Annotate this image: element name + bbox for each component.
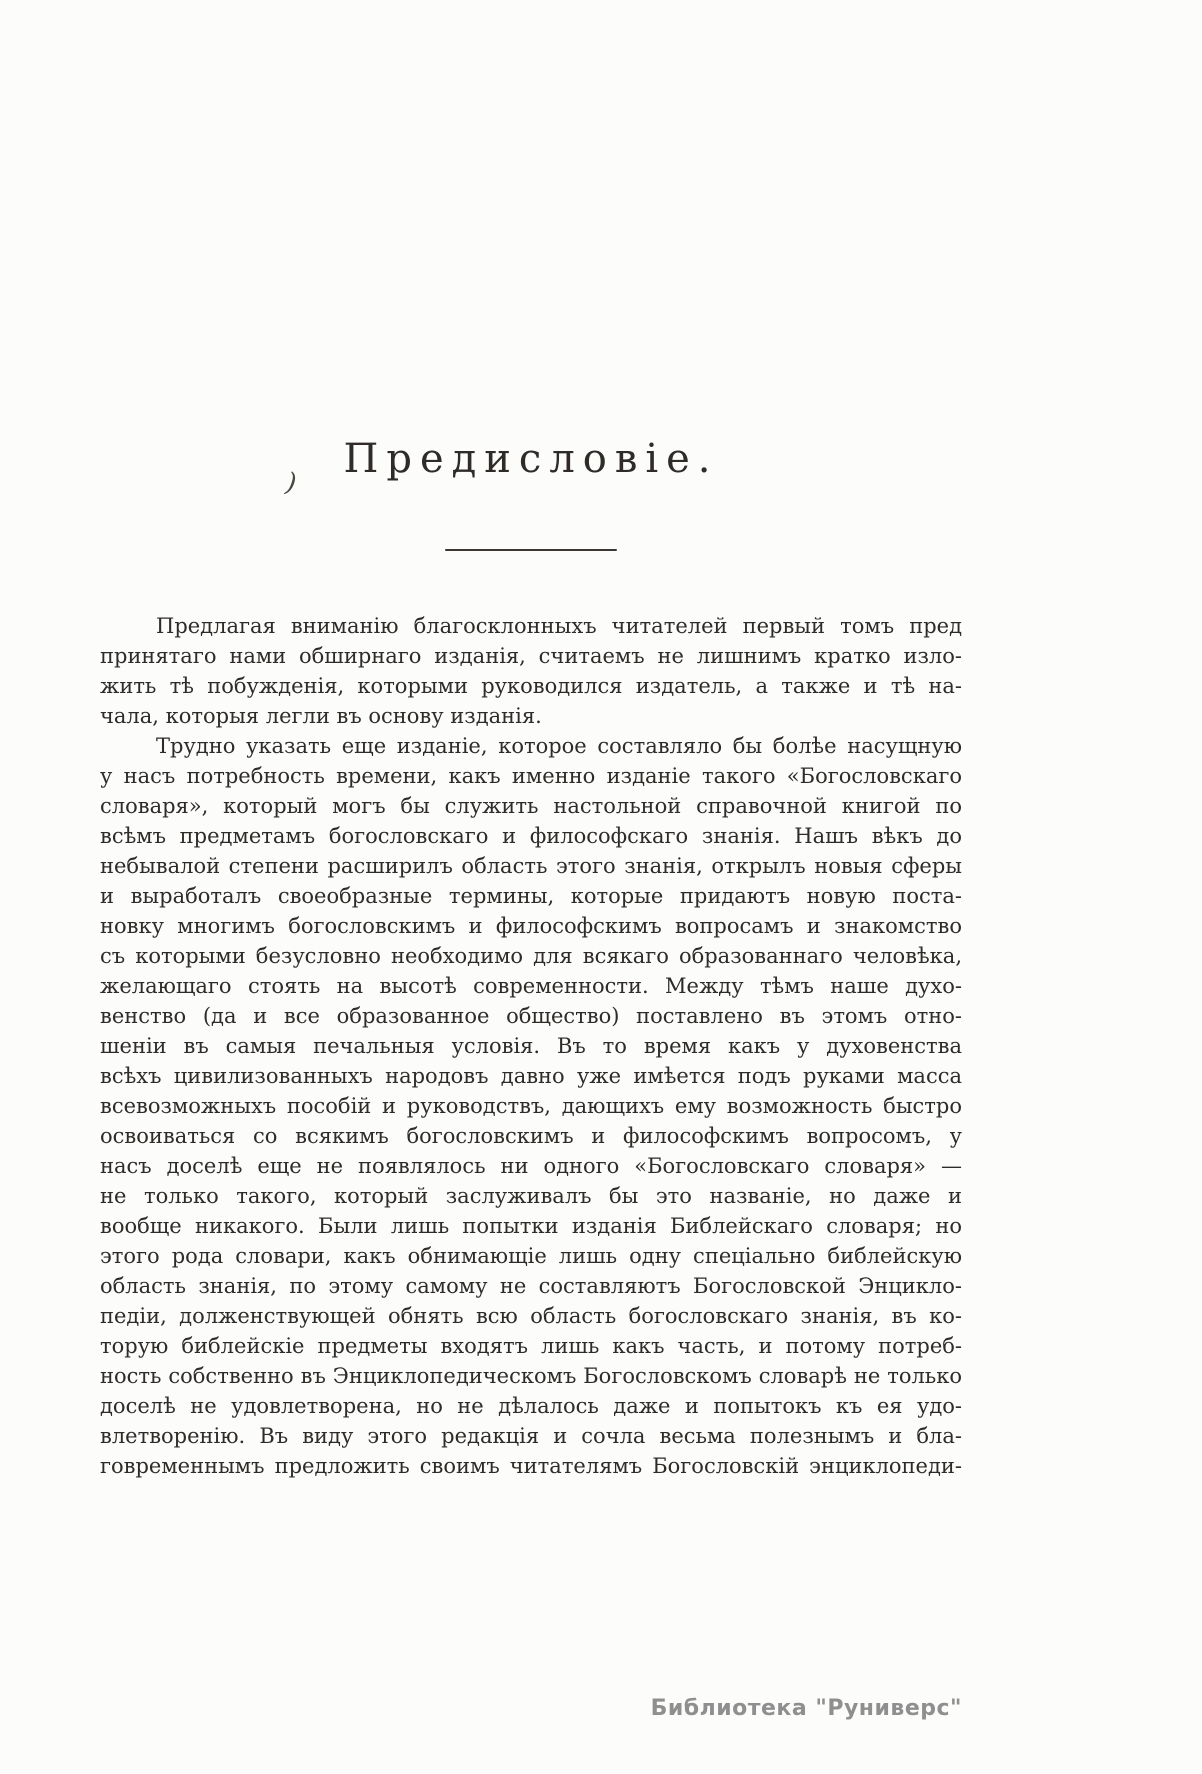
text-line: венство (да и все образованное общество) поставлено въ этомъ отно- bbox=[100, 1004, 962, 1028]
paragraph bbox=[100, 731, 962, 1481]
text-line: не только такого, который заслуживалъ бы это названіе, но даже и bbox=[100, 1184, 962, 1208]
ink-smudge-artifact: ) bbox=[283, 467, 299, 499]
text-line: этого рода словари, какъ обнимающіе лишь одну спеціально библейскую bbox=[100, 1244, 962, 1268]
text-line: жить тѣ побужденія, которыми руководился издатель, а также и тѣ на- bbox=[100, 674, 962, 698]
library-watermark: Библиотека "Руниверс" bbox=[650, 1696, 962, 1721]
text-line: всевозможныхъ пособій и руководствъ, дающихъ ему возможность быстро bbox=[100, 1094, 962, 1118]
page-title: Предисловіе. bbox=[343, 436, 719, 482]
text-line: и выработалъ своеобразные термины, которые придаютъ новую поста- bbox=[100, 884, 962, 908]
text-line: желающаго стоять на высотѣ современности. Между тѣмъ наше духо- bbox=[100, 974, 962, 998]
text-line: доселѣ не удовлетворена, но не дѣлалось даже и попытокъ къ ея удо- bbox=[100, 1394, 962, 1418]
text-line: Предлагая вниманію благосклонныхъ читателей первый томъ пред bbox=[156, 614, 962, 638]
text-line: шеніи въ самыя печальныя условія. Въ то время какъ у духовенства bbox=[100, 1034, 962, 1058]
text-line: небывалой степени расширилъ область этого знанія, открылъ новыя сферы bbox=[100, 854, 962, 878]
text-line: ность собственно въ Энциклопедическомъ Богословскомъ словарѣ не только bbox=[100, 1364, 962, 1388]
text-line: педіи, долженствующей обнять всю область богословскаго знанія, въ ко- bbox=[100, 1304, 962, 1328]
page-body bbox=[100, 611, 962, 1481]
text-line: у насъ потребность времени, какъ именно изданіе такого «Богословскаго bbox=[100, 764, 962, 788]
text-line: съ которыми безусловно необходимо для всякаго образованнаго человѣка, bbox=[100, 944, 962, 968]
text-line: вообще никакого. Были лишь попытки изданія Библейскаго словаря; но bbox=[100, 1214, 962, 1238]
text-line: чала, которыя легли въ основу изданія. bbox=[100, 704, 542, 728]
text-line: насъ доселѣ еще не появлялось ни одного «Богословскаго словаря» — bbox=[100, 1154, 962, 1178]
text-line: словаря», который могъ бы служить настольной справочной книгой по bbox=[100, 794, 962, 818]
text-line: принятаго нами обширнаго изданія, считаемъ не лишнимъ кратко изло- bbox=[100, 644, 962, 668]
text-line: всѣмъ предметамъ богословскаго и философскаго знанія. Нашъ вѣкъ до bbox=[100, 824, 962, 848]
text-line: новку многимъ богословскимъ и философскимъ вопросамъ и знакомство bbox=[100, 914, 962, 938]
title-divider-rule bbox=[445, 549, 617, 551]
paragraph bbox=[100, 611, 962, 731]
text-line: торую библейскіе предметы входятъ лишь какъ часть, и потому потреб- bbox=[100, 1334, 962, 1358]
text-line: Трудно указать еще изданіе, которое составляло бы болѣе насущную bbox=[156, 734, 962, 758]
book-page bbox=[100, 0, 962, 1774]
text-line: говременнымъ предложить своимъ читателямъ Богословскій энциклопеди- bbox=[100, 1454, 962, 1478]
text-line: область знанія, по этому самому не составляютъ Богословской Энцикло- bbox=[100, 1274, 962, 1298]
text-line: освоиваться со всякимъ богословскимъ и философскимъ вопросомъ, у bbox=[100, 1124, 962, 1148]
text-line: всѣхъ цивилизованныхъ народовъ давно уже имѣется подъ руками масса bbox=[100, 1064, 962, 1088]
text-line: влетворенію. Въ виду этого редакція и сочла весьма полезнымъ и бла- bbox=[100, 1424, 962, 1448]
